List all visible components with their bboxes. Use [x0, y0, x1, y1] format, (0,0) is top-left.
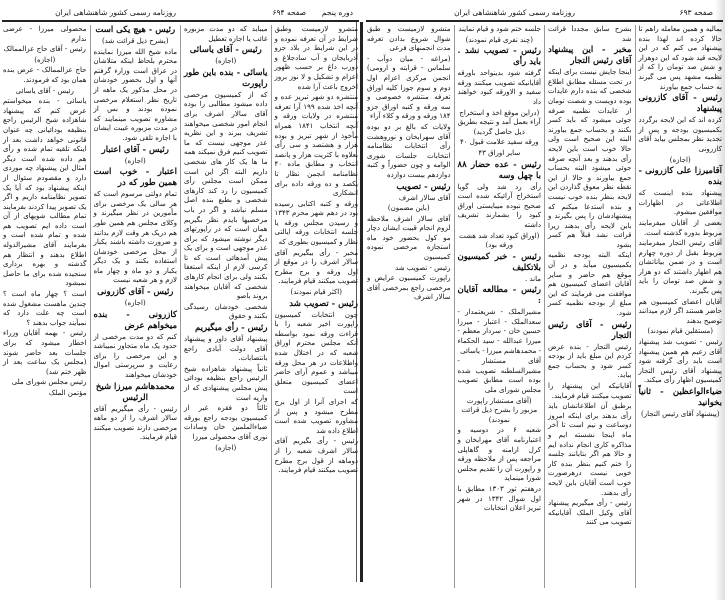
paragraph: رئیس التجار - بنده عرض کردم این مبلغ باید از بودجه کسر شود و بحساب جمع بیاید. [548, 342, 632, 380]
page-number: صفحه ۶۹۴ [272, 8, 306, 17]
paragraph: (آقای مستشار راپورت مزبور را بشرح ذیل قرائت نمودند) [461, 396, 538, 424]
speaker-heading: رئیس - آقای کازرونی پیشنهاد [638, 93, 722, 115]
speaker-heading: رئیس - مطالعه آقایان : [457, 285, 541, 307]
speaker-heading: رئیس - عده حضار ۸۸ با چهل وسه [457, 159, 541, 181]
paragraph: رئیس - بهمه آقایان وزراء اخطار میشود که برای جلسات بعد حاضر شوند (مجلس یک ساعت بعد از ظهر ختم شد) [3, 329, 87, 376]
paragraph: رئیس - تصویب شد [395, 263, 451, 272]
paragraph: منتشره دو شهر تبریز عده و آنچه اخذ شده ۱۹۹ آرا تعرفه منتشره در ولایات ورقه و آنچه انتخاب ۱۸۴۱ همراه مأخوذ از شهر تبریز و بوده هزار و هشتصد و سی رأی بعلاوه با کثریت هزار و پانصد انتخاب و مطابق ماده ۴۰ نظامنامه انجمن نظار تا یکصد و ده ورقه داده برای انشکاری [274, 93, 358, 198]
right-newspaper-page [364, 0, 725, 600]
paragraph: آقای سالار اشرف [398, 193, 451, 202]
paragraph: رأی رد شد ولی گویا استخراج آرائیکه شده است صحیح نبوده میبایستی اوراق کبود را بشمارند تشریف داشته [457, 182, 541, 229]
paragraph: متشرو لازمیست و طبق شوال شروع بدادن تعرفه مدت انجمنهای فرعی [367, 25, 451, 53]
paragraph: (دراین موقع اخذ و استخراج آراء بعمل آمد و نتیجه بطریق ذیل حاصل گردید) [457, 108, 541, 136]
left-newspaper-page [0, 0, 361, 600]
paragraph: محصولی میرزا - عرضی ندارم [3, 25, 87, 43]
speaker-heading: رئیس - آقای رئیس التجار [548, 319, 632, 341]
speaker-heading: ضیاءالواعظین - ثانیاً بخوانید [638, 387, 722, 408]
paragraph: آقای رئیس التجار میفرمایند مربوط بقبل از دوره چهارم است و در ضمن بیاناتشان هم اظهار داشتند که دو هزار و شش صد تومان را باید پس بگیرند. [638, 239, 722, 296]
paragraph: آقایانیکه این پیشنهاد را تصویب میکنند قیام فرمایند. [548, 382, 632, 400]
paragraph: بمالیه و همین معامله راهم تا حالا کرده اند لهذا بنده پیشنهاد می کنم که در این لایحه قید شود که این دوهزار و شش صد تومان را که از نظمیه مشهد پس می گیرند به حساب جمع بیاورند [638, 25, 722, 91]
paragraph: (اجازه) [215, 443, 237, 452]
paragraph: رئیس - آقای یاسائی [15, 86, 74, 95]
paragraph: (پیشنهاد آقای رئیس التجار) [640, 410, 720, 418]
speaker-heading: رئیس - رأی میگیریم [195, 323, 268, 334]
speaker-heading: رئیس - هیچ یکی است [95, 25, 176, 35]
volume-label: دوره پنجم [321, 8, 353, 17]
text-column [90, 25, 181, 588]
paragraph: میباید که دو مدت مزبوره غائب یا اجازه تعطیل [184, 25, 268, 43]
paragraph: بشرح سابق مجدداً قرائت شد [548, 25, 632, 43]
paragraph: ثانیاً پیشنهاد شاهزاده شیخ الرئیس راجع بنظیفه بودائی پیش مجلس پیشنهادی که از واریه است [184, 364, 268, 402]
paragraph: جلسه ختم شود و قیام نمایند [458, 25, 541, 33]
paragraph: متشرو لازمیست وطبق شرایط در آن تعرفه نموده و در این شرایط در بلاد جزو آذربایجان و آب سادجلاغ و دورب داغ بر حسب ظهور اعزام و تشکیل و لا نوز بروز اخروج باعث آرا شده [274, 25, 358, 91]
paragraph: راپورت کمیسیون عرایض و مرخصی راجع بمرخصی آقای سالار اشرف [367, 274, 451, 302]
header-rule [2, 20, 359, 22]
paragraph: سایر اوراق ۴۳ [478, 148, 521, 157]
paragraph: آقای مستشار - مشیرالسلطنه تصویب شده بوده است مطابق تصویب مجلس شورای ملی [457, 357, 541, 395]
text-column [180, 25, 271, 588]
paragraph: (مراغه - میان دوآب - سلماس - قرابته و ارومی) انجمن مرکزی اعزام اول دوم و سوم جوزا کلیه اوراق تعرفه منتشره خصوصی و سه ورقه و کتبه اوراق جزو ۱۸۴ ورقه و ورقه و کلاء آراء [367, 54, 451, 121]
paragraph: ماده شیخ الله میرزا نماینده محترم بلحاظ اینکه متلاشان در عراق است وزارء گرفتم آنها و اول بحضور خودشان در محل مذکور یک ماهه از تاریخ نظر استعلام مرخصی نموده بودند و بس از مشاوره تصویب مینمایند که در مدت مزبوره غیبت ایشان با اجازه تلقی شود. [93, 47, 177, 142]
paragraph: آقای سالار اشرف ملاحظه لزوم انجام قبیت ایشان دچار مو کول بحضور خود ماه استجازه مرخصی نموده کمیسیون [367, 214, 451, 262]
text-column [0, 25, 90, 588]
page-header [0, 6, 361, 20]
speaker-heading: محمدهاشم میرزا شیخ الرئیس [95, 381, 175, 403]
paragraph: (اجازه) [215, 57, 237, 66]
paragraph: درهفتم ثور ۱۳۰۳ مطابق با اول شوال ۱۳۴۲ در شهر تبریز اعلان انتخابات [457, 484, 542, 513]
speaker-heading: رئیس - آقای کازرونی [97, 287, 174, 298]
paragraph: بعضی از آقایان میفرمایند مربوط بدوره گذشته است. [638, 218, 722, 237]
paragraph: رئیس - رأی بگیریم آقای سالار اشرف شعبه را از دوماهه از قول برج مطرح تصویب میکنند قیام فرمایند. [274, 437, 358, 475]
paragraph: مؤتمن الملک [48, 388, 87, 397]
paragraph: که از کمیسیون مرخصی داده میشود مطالبی را بوده آقای سالار اشرف برای انجام امور شخصی میخواهند تشریف ببرند و این نظریه عذر موجهی نیست که ما تصویب کنیم فرق نمیکند همه ما ها یک کار های شخصی داریم البته اگر این است ممکن است مجلس رأی کمیسیون را رد کند کارهای شخصی و بطبع بنده اصل مسلم نباشد و اگر در باب مرخصیها بایدم نظر بگیریم همان است که در راپورتهای دیگر نوشته میشود که برای عذر موجهی است و برای یک پیش آمدهائی است که تا کرسی لازم از اینکه استعفا بکنند ولی برای انجام کارهای شخصی که آقایان میخواهند بروند باصو [184, 90, 268, 301]
paragraph: ولایات که بالغ بر دو بوده آقای سهرابخان و نوروهشت رأی انتخابات نظامنامه انتخابات جلسات شوری الوامه و چون حضوراً و کتبه دوازدهم بیست دوازده [367, 122, 451, 179]
paragraph: حاج عزالممالک - عرض بنده همان بود که فرمودند. [3, 66, 87, 84]
columns [0, 25, 361, 588]
page-header [364, 6, 725, 20]
paragraph: (اجازه) [124, 156, 146, 165]
page-number: صفحه ۶۹۳ [679, 8, 713, 17]
paragraph: گرفته شود بدینواحد باورقه آقایانیکه تصویب میکنند ورقه سفید و الاورقه کبود خواهند داد [457, 69, 541, 106]
paragraph: ثالثاً دو فقره غیر از کمیسیون بودجه راجع بورقه ضیاءالملمین خان وسادات نوری آقای محصولی میرزا [184, 404, 268, 441]
paragraph: یاسائی - بنده میخواستم عرض کنم که پیشنهاد شاهزاده شیخ الرئیس راجع بنظیفه بودائیانی چه عنوان قانونی خواهد داشت بعد از اینکه تلقیه تمام شده و رأی هم داده شده است دیگر امثال این پیشنهاد چه موردی دارد و مقصودم سئوال از اینکه پیشنهاد بود که آیا یک تصویر نظامنامه داریم و اگر یک تصویر پیدا کردند بفرمایند تمام مطالب شویهای از آن است داده ایم تصویب هم شده و تمام شده است و بفرمایند آقای مشیرالدوله اطلاع بدهند و انتظار هم گذشته و بهره برداری سنجیده شده برای ما حاصل نمیشود [3, 97, 87, 288]
columns [364, 25, 725, 588]
paragraph: چون انتخابات کمیسیون راپورت اخیر شعبه را با قراءت ورقه نمود بواسطه آنکه مجلس محترم اوراق شعبه که در اختلال شده واطلاعات در هر محل ورقه میباشد و عموم آرای حاضر اعضای کمیسیون متعلق است [274, 310, 358, 396]
paragraph: (بشرح ذیل قرائت شد) [101, 37, 169, 45]
paragraph: اینکه البته بودجه نظمیه بکمیسیون میآید و در آن موقع هم حاضر و سایر آقایان اعضای کمیسیون هم موافقت می فرمایند که این مبلغ از بودجه نظمیه کسر شود. [548, 251, 632, 318]
text-column [271, 25, 362, 588]
text-column [544, 25, 635, 588]
paragraph: مشیرالملک - شریعتمدار - سعدالملک - اعتبار - میرزا حسین خان - سردار معظم - میرزا عبدالله - سید الحکماء - محمدهاشم میرزا - یاسائی [457, 308, 541, 355]
paragraph: ورقه سفید علامت قبول ۴۰ [459, 138, 539, 147]
paragraph: (اجازه) [669, 155, 691, 164]
speaker-heading: رئیس - آقای یاسائی [189, 45, 262, 56]
paragraph: رئیس - آقای حاج عزالممالک [3, 45, 86, 54]
paragraph: (باین مضمون) [387, 204, 430, 213]
speaker-heading: رئیس - خبر کمیسیون بلاتکلیف [457, 251, 541, 273]
speaker-heading: آقامیرزا علی کازرونی - بنده [638, 166, 722, 188]
paragraph: است ؟ چهار ماه است ؟ چندین ماهست مشغول شده است چه علت دارد که نمیآیند جواب بدهند ؟ [3, 290, 87, 327]
speaker-heading: مخبر - این پیشنهاد آقای رئیس التجار [548, 45, 632, 67]
paragraph: (اجازه) [124, 299, 146, 308]
paragraph: (چند نفری قیام نمودند) [465, 35, 533, 44]
paragraph: پیشنهاد بنده اینست که اطلاعاتی در اظهارات موافقین میشوم. [638, 189, 722, 217]
paragraph: کرده اند که این لایحه برگردد بکمیسیون بودجه و پس از تجدید نظر بمجلس بیاید آقای کازرونی [638, 116, 722, 153]
text-column [454, 25, 545, 588]
speaker-heading: رئیس - آقای اعتبار [101, 144, 169, 155]
paragraph: اینجا جایش نیست برای اینکه در تحت مسئله مطابق اطلاع شخصی که بنده دارم عایدات بوده دویست و شصت تومان از عایدات نظمیه صرفه جوئی میشود که باید کسر بکنند و بحساب جمع بیاورند البته این صحیح است ولی حالا خوب است باین لایحه رأی بدهند و بعد آنچه صرفه جوئی میشود البته بحساب جمع بیاورند و حالا از این نقطه نظر معوق گذاردن این لایحه بنظر بنده خوب نیست و بنده استدعا میکنم که پیشنهادشان را پس بگیرند و باین لایحه رأی بدهند زیرا قرائت نشد قبلاً هم کسر بشود [548, 68, 632, 249]
newspaper-title: روزنامه رسمی کشور شاهنشاهی ایران [454, 8, 575, 17]
speaker-heading: رئیس - تصویب شد [289, 298, 358, 309]
speaker-heading: کازرونی - بنده میخواهم عرض [93, 309, 177, 331]
paragraph: (اکثر قیام نمودند) [290, 288, 342, 297]
text-column [635, 25, 725, 588]
paragraph: ماند . [525, 274, 541, 283]
paragraph: (اجازه) [34, 55, 56, 64]
paragraph: برطبق آن اطلاعاتشان باید رأی بدهند برای اینکه امروز دوساعت و نیم است تا آخر ماه اینجا نشسته ایم و مذاکره کاری انجام نداده ایم و حالا هم اگر بتابانند جلسه را ختم کنیم بنظر بنده کار خوبی نیست درهرصورت خوب است آقایان باین لایحه رأی بدهند. [548, 402, 632, 497]
newspaper-title: روزنامه رسمی کشور شاهنشاهی ایران [55, 8, 176, 17]
text-column [364, 25, 454, 588]
paragraph: که اجزای آنرا از اول برج مطرح میشود و پس از مشاوره تصویب شده است اطلاع داده شد [274, 397, 358, 435]
paragraph: رئیس مجلس شورای ملی [11, 378, 87, 387]
paragraph: پیشنهاد آقای داور و پیشنهاد آقای دولت آبادی راجع بانتصابات. [184, 335, 268, 363]
paragraph: شعبه ۶ در دوسیه و اعتبارنامه آقای مهرابخان و کرل ارامنه و گاهاپلی مراجعه پس از ملاحظه ورقه و راپورت آن را تقدیم مجلس شورا مینماید [457, 426, 542, 483]
speaker-heading: رئیس - تصویب نشد . باید رأی [457, 46, 541, 68]
paragraph: (اوراق کبود تعداد شد هشت ورقه بود) [459, 231, 540, 250]
paragraph: کنم که دو مدت مرخصی از حدود یک ماه متجاوز نمیباشد و این مرخصی را برای رعایت و سرپرستی اموال خودشان میخواهند [93, 332, 177, 380]
speaker-heading: اعتبار - خوب است همین طور که در [93, 167, 177, 189]
header-rule [366, 20, 723, 22]
paragraph: (مستقلین قیام نمودند) [647, 327, 714, 336]
speaker-heading: یاسائی - بنده باین طور راپورت [184, 67, 268, 89]
paragraph: آقایان اعضای کمیسیون هم حاضر هستند اگر لازم میدانند توضیح بدهند [638, 297, 722, 325]
paragraph: شخصی خودشان رسیدگی بکنند و حقوق [184, 302, 268, 321]
paragraph: تمام دولتی مرسوم است که هر سالی یک مرخصی برای مأمورین در نظر میگیرند و وکلای مجلس هم همین طور هم دریک هر وقت لازم بدانند و ضرورت داشته باشند یکبار از محل مرخصی خودشان استفاده بکنند و یک دیگر یکبار و دو ماه و چهار ماه لازم و هر شعبه نیست [93, 190, 177, 285]
paragraph: ورقه و کتبه اکتابی رسیده بود در دهم شهر محرم ۱۳۴۳ و رسیدن مجلس ورقه یا جلسه انتخابات ورقه ایالتی نظار و کمیسیون بطوری که [274, 199, 358, 247]
paragraph: مخبر - رأی بیگیریم آقای سالار اشرف را در موقع از اول ورقه و برج مطرح تصویب میکنند قیام فرمایند. [274, 248, 358, 286]
paragraph: رئیس - رأی میگیریم آقای سالار اشرف را از دو ماهه مرخصی دارند تصویب میکنند قیام فرمایند. [93, 404, 177, 442]
paragraph: رئیس - رأی میگیریم پیشنهاد آقای وکیل الملک آقایانیکه تصویب می کنند [548, 499, 632, 527]
speaker-heading: رئیس - تصویب [396, 181, 451, 192]
paragraph: رئیس - تصویب شد پیشنهاد آقای زعیم هم همین پیشنهاد است باید رأی گرفته شود پیشنهاد آقای رئیس التجار کمیسیون اظهار رأی میکند. [638, 338, 722, 385]
